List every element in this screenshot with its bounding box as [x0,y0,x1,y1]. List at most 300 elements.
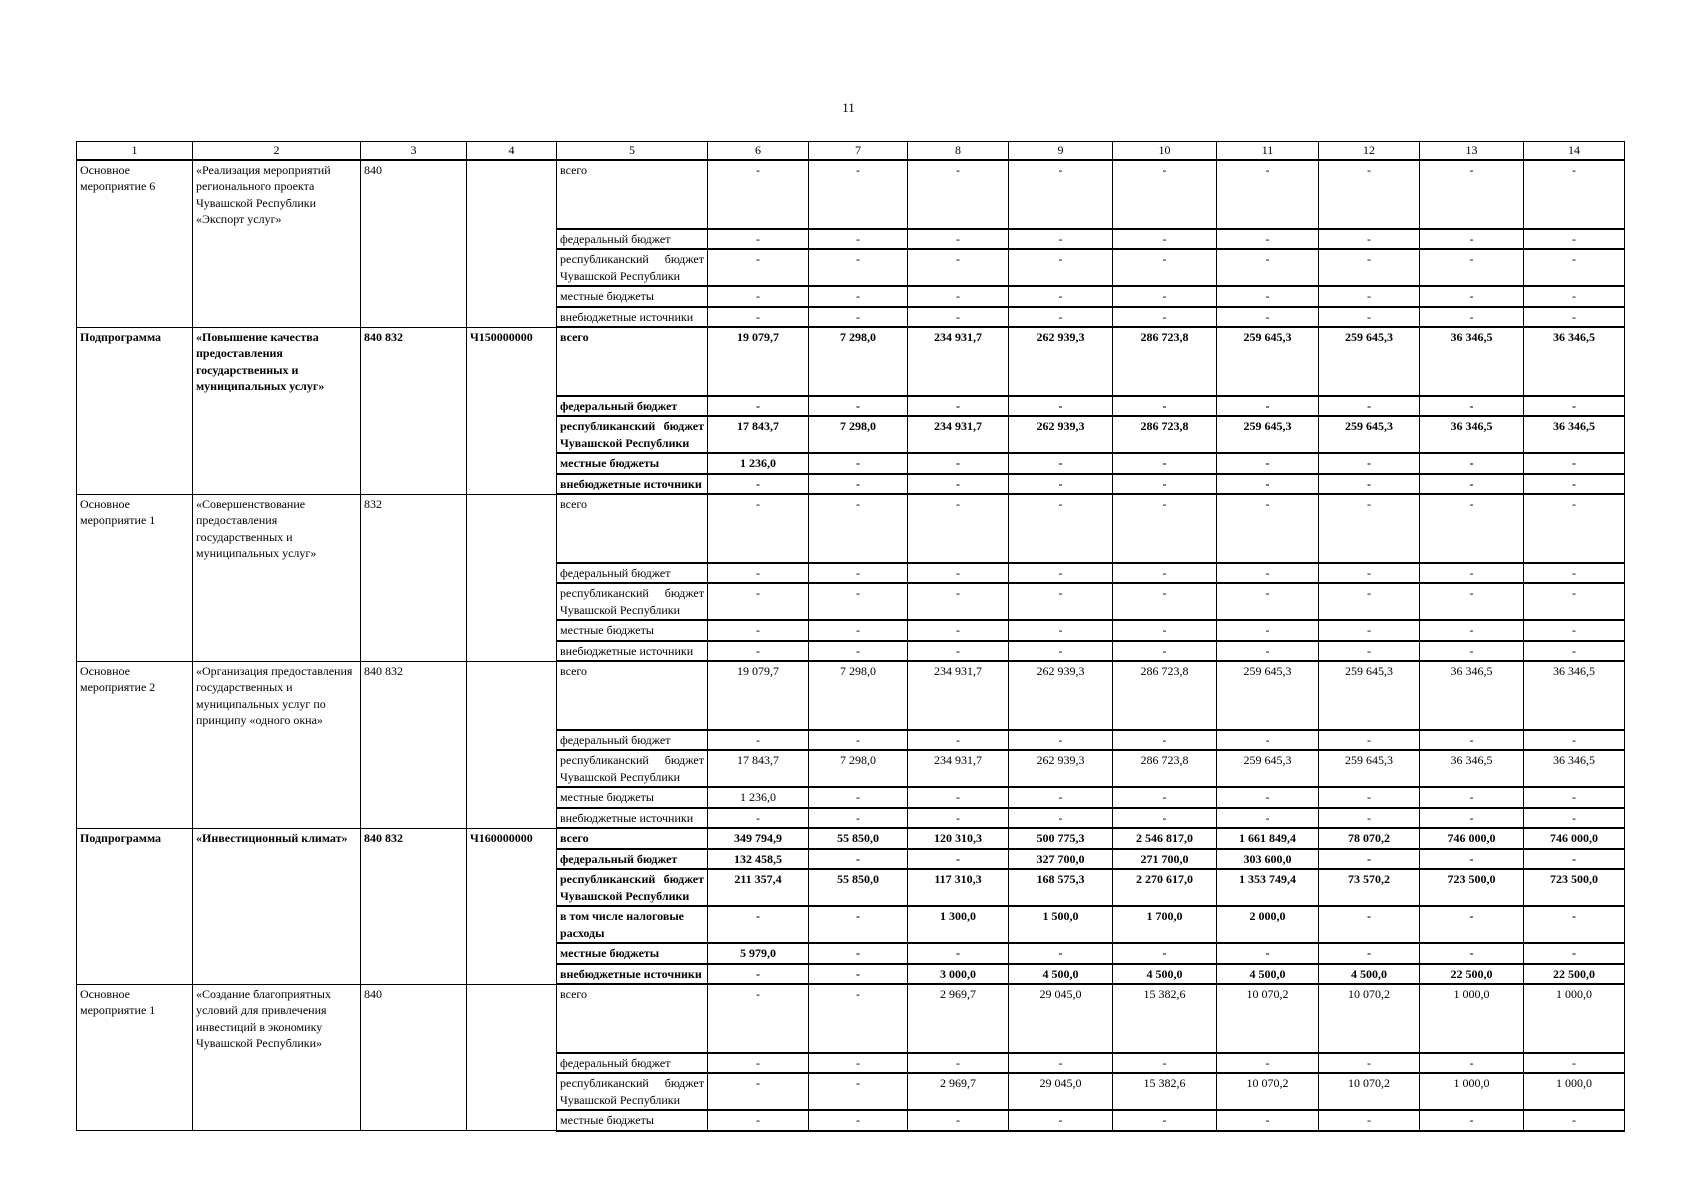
funding-source: местные бюджеты [557,620,708,641]
amount-cell: 19 079,7 [708,661,809,730]
amount-cell: - [1420,1110,1524,1131]
amount-cell: - [809,160,908,229]
amount-cell: 2 000,0 [1217,906,1319,943]
budget-classification-code-cell [467,661,557,730]
activity-name-cell [193,828,361,849]
budget-classification-code-cell [467,416,557,453]
amount-cell: - [1009,396,1113,417]
amount-cell: - [1113,583,1217,620]
responsible-codes-cell [361,286,467,307]
funding-source: федеральный бюджет [557,229,708,250]
amount-cell: - [1217,286,1319,307]
table-row [77,396,1625,417]
table-row [77,160,1625,229]
amount-cell: - [1217,808,1319,829]
amount-cell: - [809,641,908,662]
amount-cell: 4 500,0 [1319,964,1420,985]
amount-cell: - [1217,787,1319,808]
amount-cell: - [1319,620,1420,641]
amount-cell: - [908,849,1009,870]
amount-cell: - [708,964,809,985]
funding-source: всего [557,984,708,1053]
funding-source: республиканский бюджет Чувашской Республики [557,750,708,787]
amount-cell: 1 236,0 [708,787,809,808]
amount-cell: - [1217,563,1319,584]
funding-source: федеральный бюджет [557,849,708,870]
amount-cell: 10 070,2 [1319,1073,1420,1110]
amount-cell: 36 346,5 [1420,416,1524,453]
amount-cell: - [708,286,809,307]
amount-cell: 259 645,3 [1319,327,1420,396]
table-row [77,453,1625,474]
amount-cell: - [809,849,908,870]
budget-classification-code-cell [467,249,557,286]
amount-cell: 327 700,0 [1009,849,1113,870]
amount-cell: - [1217,160,1319,229]
budget-classification-code-cell [467,396,557,417]
column-header: 10 [1113,142,1217,160]
amount-cell: 117 310,3 [908,869,1009,906]
amount-cell: - [1217,1110,1319,1131]
amount-cell: 7 298,0 [809,327,908,396]
amount-cell: - [1113,286,1217,307]
amount-cell: - [809,943,908,964]
activity-name: «Инвестиционный климат» [196,830,348,845]
amount-cell: - [1217,229,1319,250]
table-body [77,160,1625,1131]
amount-cell: 120 310,3 [908,828,1009,849]
responsible-codes-cell [361,869,467,906]
amount-cell: 234 931,7 [908,327,1009,396]
amount-cell: - [809,808,908,829]
activity-type-cell [77,787,193,808]
amount-cell: - [809,307,908,328]
amount-cell: 234 931,7 [908,750,1009,787]
activity-name-cell [193,286,361,307]
amount-cell: - [908,249,1009,286]
amount-cell: 17 843,7 [708,416,809,453]
amount-cell: - [708,984,809,1053]
amount-cell: - [1009,160,1113,229]
column-number-row [77,142,1625,160]
amount-cell: - [1113,307,1217,328]
amount-cell: - [1420,307,1524,328]
amount-cell: - [708,730,809,751]
activity-type-cell [77,160,193,229]
amount-cell: - [809,984,908,1053]
budget-classification-code: Ч160000000 [470,830,533,845]
amount-cell: - [708,808,809,829]
amount-cell: 7 298,0 [809,750,908,787]
amount-cell: - [1319,249,1420,286]
budget-classification-code-cell [467,869,557,906]
amount-cell: 36 346,5 [1420,327,1524,396]
responsible-codes: 840 832 [364,329,403,344]
activity-type-cell [77,869,193,906]
budget-classification-code-cell [467,229,557,250]
amount-cell: - [1524,849,1625,870]
amount-cell: - [1420,620,1524,641]
amount-cell: - [1319,160,1420,229]
amount-cell: - [1420,494,1524,563]
amount-cell: 271 700,0 [1113,849,1217,870]
responsible-codes-cell [361,787,467,808]
funding-source: федеральный бюджет [557,730,708,751]
amount-cell: - [1217,474,1319,495]
activity-name-cell [193,453,361,474]
funding-source: республиканский бюджет Чувашской Республики [557,416,708,453]
amount-cell: 286 723,8 [1113,661,1217,730]
activity-type: Основное мероприятие 2 [80,663,156,694]
column-header: 8 [908,142,1009,160]
funding-source: федеральный бюджет [557,1053,708,1074]
activity-name-cell [193,1110,361,1131]
activity-name-cell [193,307,361,328]
budget-classification-code-cell [467,828,557,849]
activity-name-cell [193,474,361,495]
budget-classification-code-cell [467,583,557,620]
column-header: 1 [77,142,193,160]
column-header: 11 [1217,142,1319,160]
activity-name-cell [193,641,361,662]
activity-type-cell [77,396,193,417]
amount-cell: 29 045,0 [1009,1073,1113,1110]
activity-type: Основное мероприятие 6 [80,162,156,193]
funding-source: республиканский бюджет Чувашской Республики [557,1073,708,1110]
amount-cell: - [708,160,809,229]
activity-type-cell [77,984,193,1053]
activity-type-cell [77,808,193,829]
table-row [77,984,1625,1053]
activity-name-cell [193,229,361,250]
activity-name: «Совершенствование предоставления государственных и муниципальных услуг» [196,496,317,560]
table-row [77,286,1625,307]
amount-cell: - [809,787,908,808]
amount-cell: 22 500,0 [1420,964,1524,985]
table-row [77,964,1625,985]
amount-cell: - [1009,474,1113,495]
amount-cell: - [809,563,908,584]
activity-name: «Создание благоприятных условий для привлечения инвестиций в экономику Чувашской Республики» [196,986,331,1050]
amount-cell: - [1319,494,1420,563]
amount-cell: - [708,396,809,417]
amount-cell: 10 070,2 [1319,984,1420,1053]
amount-cell: 2 969,7 [908,984,1009,1053]
responsible-codes-cell [361,249,467,286]
activity-type-cell [77,849,193,870]
amount-cell: 36 346,5 [1524,750,1625,787]
amount-cell: - [1113,1110,1217,1131]
amount-cell: - [908,583,1009,620]
amount-cell: - [1319,229,1420,250]
amount-cell: - [708,494,809,563]
amount-cell: - [1217,620,1319,641]
responsible-codes-cell [361,307,467,328]
table-row [77,229,1625,250]
table-row [77,474,1625,495]
table-row [77,416,1625,453]
budget-classification-code-cell [467,849,557,870]
budget-classification-code-cell [467,1053,557,1074]
amount-cell: - [1217,641,1319,662]
amount-cell: - [1009,730,1113,751]
amount-cell: - [1524,641,1625,662]
amount-cell: - [908,563,1009,584]
amount-cell: - [1319,1110,1420,1131]
responsible-codes-cell [361,943,467,964]
amount-cell: 500 775,3 [1009,828,1113,849]
responsible-codes-cell [361,906,467,943]
amount-cell: - [1420,641,1524,662]
amount-cell: - [708,249,809,286]
activity-name-cell [193,327,361,396]
amount-cell: - [1217,307,1319,328]
amount-cell: 4 500,0 [1009,964,1113,985]
amount-cell: - [1113,641,1217,662]
amount-cell: - [1420,160,1524,229]
amount-cell: 259 645,3 [1319,416,1420,453]
responsible-codes-cell [361,453,467,474]
budget-classification-code-cell [467,494,557,563]
activity-name-cell [193,984,361,1053]
amount-cell: 1 353 749,4 [1217,869,1319,906]
amount-cell: - [1420,808,1524,829]
activity-name-cell [193,730,361,751]
amount-cell: - [708,641,809,662]
activity-name-cell [193,494,361,563]
activity-type-cell [77,1073,193,1110]
table-row [77,307,1625,328]
amount-cell: - [708,1110,809,1131]
amount-cell: - [708,1073,809,1110]
amount-cell: 10 070,2 [1217,1073,1319,1110]
amount-cell: - [1113,474,1217,495]
amount-cell: 36 346,5 [1524,416,1625,453]
activity-type-cell [77,249,193,286]
amount-cell: - [1009,943,1113,964]
funding-source: внебюджетные источники [557,808,708,829]
amount-cell: 286 723,8 [1113,750,1217,787]
amount-cell: 4 500,0 [1113,964,1217,985]
amount-cell: 55 850,0 [809,828,908,849]
activity-type-cell [77,1110,193,1131]
amount-cell: - [1524,730,1625,751]
amount-cell: - [1009,249,1113,286]
amount-cell: 259 645,3 [1217,661,1319,730]
amount-cell: - [1113,620,1217,641]
amount-cell: - [1319,943,1420,964]
amount-cell: - [1319,396,1420,417]
budget-classification-code-cell [467,787,557,808]
funding-source: республиканский бюджет Чувашской Республики [557,249,708,286]
amount-cell: - [1319,808,1420,829]
responsible-codes-cell [361,620,467,641]
amount-cell: - [908,286,1009,307]
amount-cell: - [708,906,809,943]
amount-cell: - [1524,808,1625,829]
amount-cell: - [1217,730,1319,751]
amount-cell: 211 357,4 [708,869,809,906]
amount-cell: 1 000,0 [1420,1073,1524,1110]
amount-cell: - [1524,229,1625,250]
responsible-codes: 840 [364,162,382,177]
table-row [77,1073,1625,1110]
amount-cell: - [908,229,1009,250]
amount-cell: 746 000,0 [1524,828,1625,849]
amount-cell: - [809,453,908,474]
funding-source: местные бюджеты [557,943,708,964]
amount-cell: - [1524,396,1625,417]
amount-cell: 15 382,6 [1113,1073,1217,1110]
amount-cell: - [1009,1053,1113,1074]
activity-name-cell [193,1073,361,1110]
responsible-codes-cell [361,984,467,1053]
amount-cell: 1 700,0 [1113,906,1217,943]
activity-name-cell [193,160,361,229]
amount-cell: - [1420,1053,1524,1074]
amount-cell: - [1217,494,1319,563]
budget-classification-code-cell [467,620,557,641]
activity-type-cell [77,964,193,985]
amount-cell: 78 070,2 [1319,828,1420,849]
activity-name-cell [193,583,361,620]
activity-name-cell [193,1053,361,1074]
budget-classification-code-cell [467,327,557,396]
activity-type-cell [77,661,193,730]
column-header: 6 [708,142,809,160]
amount-cell: 723 500,0 [1524,869,1625,906]
table-row [77,849,1625,870]
amount-cell: 262 939,3 [1009,416,1113,453]
amount-cell: - [809,474,908,495]
amount-cell: 132 458,5 [708,849,809,870]
amount-cell: - [1524,160,1625,229]
amount-cell: - [708,307,809,328]
amount-cell: 19 079,7 [708,327,809,396]
funding-source: всего [557,828,708,849]
activity-type: Основное мероприятие 1 [80,986,156,1017]
amount-cell: 259 645,3 [1217,416,1319,453]
amount-cell: - [908,787,1009,808]
activity-type-cell [77,641,193,662]
responsible-codes-cell [361,494,467,563]
activity-name-cell [193,249,361,286]
activity-name: «Реализация мероприятий регионального проекта Чувашской Республики «Экспорт услуг» [196,162,331,226]
activity-type-cell [77,494,193,563]
activity-type: Основное мероприятие 1 [80,496,156,527]
responsible-codes-cell [361,849,467,870]
amount-cell: - [809,1073,908,1110]
amount-cell: 73 570,2 [1319,869,1420,906]
funding-source: местные бюджеты [557,787,708,808]
amount-cell: - [1009,620,1113,641]
amount-cell: 36 346,5 [1420,661,1524,730]
column-header: 5 [557,142,708,160]
budget-classification-code: Ч150000000 [470,329,533,344]
amount-cell: - [708,620,809,641]
amount-cell: 36 346,5 [1524,327,1625,396]
responsible-codes-cell [361,1053,467,1074]
activity-type-cell [77,620,193,641]
activity-type-cell [77,750,193,787]
budget-classification-code-cell [467,286,557,307]
table-row [77,583,1625,620]
amount-cell: 259 645,3 [1217,750,1319,787]
amount-cell: - [1217,453,1319,474]
funding-source: всего [557,661,708,730]
amount-cell: - [1009,1110,1113,1131]
amount-cell: - [1319,849,1420,870]
budget-table [76,141,1625,1132]
amount-cell: - [809,583,908,620]
funding-source: местные бюджеты [557,286,708,307]
amount-cell: - [1113,229,1217,250]
amount-cell: - [1113,563,1217,584]
table-row [77,787,1625,808]
responsible-codes-cell [361,808,467,829]
responsible-codes-cell [361,1110,467,1131]
amount-cell: 1 000,0 [1420,984,1524,1053]
table-row [77,828,1625,849]
activity-type-cell [77,307,193,328]
amount-cell: 1 500,0 [1009,906,1113,943]
table-row [77,869,1625,906]
amount-cell: 15 382,6 [1113,984,1217,1053]
funding-source: местные бюджеты [557,453,708,474]
activity-type-cell [77,1053,193,1074]
amount-cell: - [708,474,809,495]
activity-type-cell [77,563,193,584]
funding-source: всего [557,494,708,563]
amount-cell: 7 298,0 [809,661,908,730]
activity-name-cell [193,563,361,584]
column-header: 13 [1420,142,1524,160]
amount-cell: - [908,307,1009,328]
budget-classification-code-cell [467,730,557,751]
responsible-codes-cell [361,229,467,250]
amount-cell: - [908,730,1009,751]
table-row [77,943,1625,964]
amount-cell: - [708,583,809,620]
amount-cell: - [1009,563,1113,584]
table-row [77,808,1625,829]
amount-cell: 29 045,0 [1009,984,1113,1053]
amount-cell: - [908,160,1009,229]
amount-cell: - [809,620,908,641]
amount-cell: - [1319,787,1420,808]
amount-cell: - [708,1053,809,1074]
amount-cell: 4 500,0 [1217,964,1319,985]
amount-cell: - [1319,583,1420,620]
amount-cell: - [1319,641,1420,662]
amount-cell: 2 546 817,0 [1113,828,1217,849]
amount-cell: - [1420,229,1524,250]
budget-classification-code-cell [467,943,557,964]
amount-cell: - [1524,1053,1625,1074]
amount-cell: - [1319,906,1420,943]
amount-cell: - [1420,787,1524,808]
page-number: 11 [842,100,855,115]
amount-cell: - [1420,474,1524,495]
responsible-codes-cell [361,396,467,417]
activity-name-cell [193,869,361,906]
activity-name-cell [193,416,361,453]
table-row [77,906,1625,943]
table-row [77,750,1625,787]
amount-cell: - [1524,943,1625,964]
table-row [77,249,1625,286]
amount-cell: 303 600,0 [1217,849,1319,870]
